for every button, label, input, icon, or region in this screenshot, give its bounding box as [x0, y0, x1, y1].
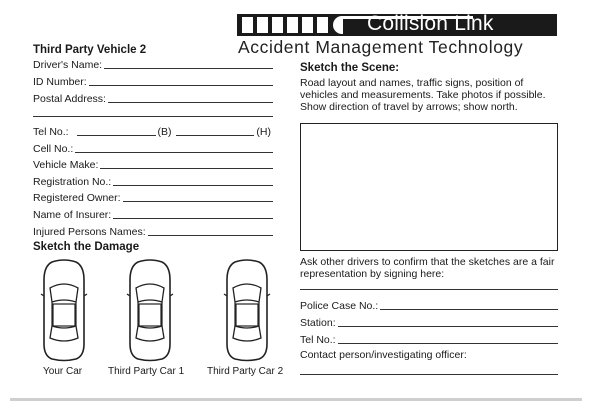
logo-stripes [242, 17, 328, 33]
injured-persons-field[interactable] [33, 224, 273, 238]
postal-address-field[interactable] [33, 91, 273, 105]
name-of-insurer-field[interactable] [33, 207, 273, 221]
drivers-name-field[interactable] [33, 57, 273, 71]
sketch-damage-title: Sketch the Damage [33, 241, 140, 253]
injured-persons-label: Injured Persons Names: [33, 226, 146, 238]
scene-instructions: Road layout and names, traffic signs, position of vehicles and measurements. Take photos if possible. Show direction of travel by arrows; show north. [300, 77, 546, 113]
tel-no-field[interactable] [33, 124, 273, 138]
officer-tel-no-label: Tel No.: [300, 334, 336, 346]
vehicle-make-label: Vehicle Make: [33, 159, 99, 171]
driver-signature-line[interactable] [300, 289, 558, 290]
tel-no-officer-field[interactable] [300, 332, 558, 346]
car-outline-icon [126, 258, 174, 362]
third-party-car-1-label: Third Party Car 1 [108, 366, 185, 377]
registration-no-field[interactable] [33, 174, 273, 188]
registered-owner-field[interactable] [33, 190, 273, 204]
scene-sketch-area[interactable] [300, 123, 558, 251]
logo-brand-text: Collision Link [367, 14, 494, 35]
car-outline-icon [40, 258, 88, 362]
police-case-label: Police Case No.: [300, 300, 379, 312]
tel-home-label: (H) [256, 126, 271, 138]
postal-address-label: Postal Address: [33, 93, 106, 105]
third-party-car-2-diagram[interactable] [223, 258, 271, 362]
card-edge [10, 398, 582, 401]
confirm-instructions: Ask other drivers to confirm that the sketches are a fair representation by signing here: [300, 256, 555, 280]
third-party-car-1-diagram[interactable] [126, 258, 174, 362]
collision-link-logo [237, 14, 557, 36]
logo-tagline: Accident Management Technology [238, 37, 524, 57]
tel-business-label: (B) [157, 126, 172, 138]
postal-address-extra-line[interactable] [33, 116, 273, 117]
vehicle-make-field[interactable] [33, 157, 273, 171]
cell-no-label: Cell No.: [33, 143, 74, 155]
id-number-field[interactable] [33, 74, 273, 88]
registered-owner-label: Registered Owner: [33, 192, 121, 204]
third-party-car-2-label: Third Party Car 2 [207, 366, 284, 377]
registration-no-label: Registration No.: [33, 176, 112, 188]
sketch-scene-title: Sketch the Scene: [300, 62, 400, 74]
station-field[interactable] [300, 315, 558, 329]
cell-no-field[interactable] [33, 141, 273, 155]
your-car-label: Your Car [43, 366, 83, 377]
section-title-third-party-vehicle: Third Party Vehicle 2 [33, 44, 147, 56]
contact-person-label: Contact person/investigating officer: [300, 349, 467, 361]
car-outline-icon [223, 258, 271, 362]
name-of-insurer-label: Name of Insurer: [33, 209, 112, 221]
your-car-diagram[interactable] [40, 258, 88, 362]
station-label: Station: [300, 317, 336, 329]
tel-no-label: Tel No.: [33, 126, 69, 138]
contact-person-line[interactable] [300, 374, 558, 375]
police-case-field[interactable] [300, 298, 558, 312]
id-number-label: ID Number: [33, 76, 87, 88]
drivers-name-label: Driver's Name: [33, 59, 103, 71]
